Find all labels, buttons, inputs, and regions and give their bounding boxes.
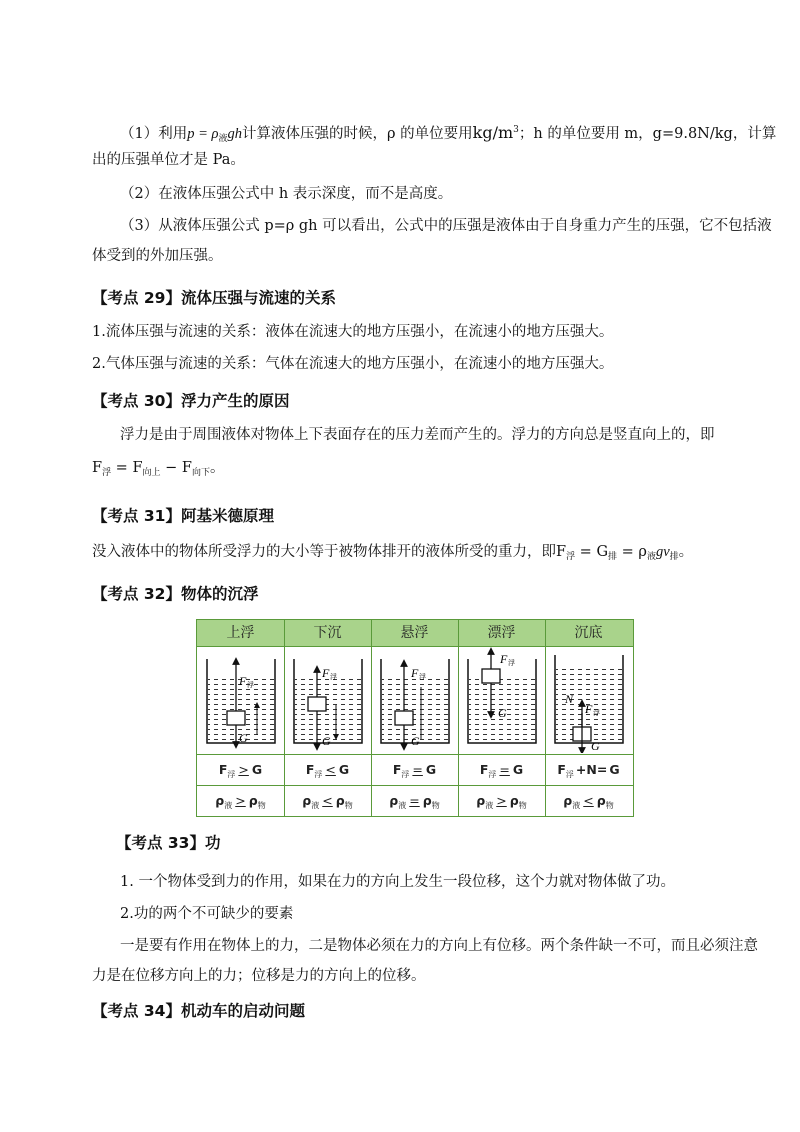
divider <box>197 754 633 755</box>
label-g: G <box>239 731 248 745</box>
density-cell-float: $\rho_液 > \rho_物$ <box>476 793 527 810</box>
header-float: 漂浮 <box>487 625 516 641</box>
formula-gh: gh <box>227 126 242 142</box>
label-g: G <box>591 739 600 753</box>
section-33-line-1: 1. 一个物体受到力的作用，如果在力的方向上发生一段位移，这个力就对物体做了功。 <box>120 874 675 890</box>
eq: = G <box>575 544 609 560</box>
label-g: G <box>498 706 507 720</box>
divider <box>458 620 459 816</box>
heading-33: 【考点 33】功 <box>116 834 221 852</box>
label-f: F <box>239 674 247 688</box>
minus: − F <box>160 460 192 476</box>
diagram-sink <box>294 659 362 748</box>
header-suspend: 悬浮 <box>400 625 429 641</box>
section-30-line-1: 浮力是由于周围液体对物体上下表面存在的压力差而产生的。浮力的方向总是竖直向上的，即 <box>120 427 715 443</box>
divider <box>545 620 546 816</box>
section-29-line-1: 1.流体压强与流速的关系：液体在流速大的地方压强小，在流速小的地方压强大。 <box>92 324 614 340</box>
label-f-sub: 浮 <box>330 673 337 681</box>
label-n: N <box>565 692 574 706</box>
label-f-sub: 浮 <box>247 681 254 689</box>
end: 。 <box>678 544 694 560</box>
diagram-float <box>468 651 536 743</box>
force-cell-rise: $F_浮 > G$ <box>218 762 263 779</box>
rho-sub: 液 <box>646 552 656 562</box>
diagram-bottom <box>555 655 623 753</box>
formula-sub: 液 <box>218 134 228 144</box>
formula-p: p = ρ <box>187 126 219 142</box>
section-30-line-2 <box>92 458 722 483</box>
diagrams <box>197 647 633 753</box>
header-rise: 上浮 <box>226 625 255 641</box>
label-g: G <box>322 734 331 748</box>
density-cell-sink: $\rho_液 < \rho_物$ <box>302 793 353 810</box>
text: ；h 的单位要用 m，g=9.8N/kg，计算 <box>518 126 777 142</box>
end: 。 <box>209 460 225 476</box>
text: （1）利用 <box>120 126 188 142</box>
f-sub: 浮 <box>566 552 576 562</box>
label-f: F <box>585 702 593 716</box>
eq: = ρ <box>617 544 647 560</box>
paragraph-3-line-1: （3）从液体压强公式 p=ρ gh 可以看出，公式中的压强是液体由于自身重力产生的压强，它不包括液 <box>120 218 772 234</box>
label-f: F <box>500 652 508 666</box>
diagram-rise <box>207 659 275 745</box>
eq: = F <box>111 460 143 476</box>
density-cell-suspend: $\rho_液 = \rho_物$ <box>389 793 440 810</box>
section-33-line-4: 力是在位移方向上的力；位移是力的方向上的位移。 <box>92 968 426 984</box>
label-f: F <box>322 666 330 680</box>
v-sub: 排 <box>669 552 679 562</box>
diagram-suspend <box>381 659 449 748</box>
paragraph-3-line-2: 体受到的外加压强。 <box>92 248 223 264</box>
paragraph-1-line-2: 出的压强单位才是 Pa。 <box>92 152 245 168</box>
heading-34: 【考点 34】机动车的启动问题 <box>92 1002 305 1020</box>
label-f-sub: 浮 <box>593 709 600 717</box>
paragraph-2: （2）在液体压强公式中 h 表示深度，而不是高度。 <box>120 186 453 202</box>
force-cell-sink: $F_浮 < G$ <box>305 762 350 779</box>
label-f-sub: 浮 <box>419 673 426 681</box>
section-31-line-1 <box>92 542 722 567</box>
divider <box>284 620 285 816</box>
heading-31: 【考点 31】阿基米德原理 <box>92 507 274 525</box>
section-29-line-2: 2.气体压强与流速的关系：气体在流速大的地方压强小，在流速小的地方压强大。 <box>92 356 614 372</box>
down-sub: 向下 <box>191 468 210 478</box>
header-sink: 下沉 <box>313 625 342 641</box>
gv: gv <box>655 544 670 560</box>
up-sub: 向上 <box>142 468 161 478</box>
sink-float-table <box>196 619 634 817</box>
divider <box>371 620 372 816</box>
table-header <box>197 620 633 646</box>
text: 没入液体中的物体所受浮力的大小等于被物体排开的液体所受的重力，即 <box>92 544 556 560</box>
section-33-line-3: 一是要有作用在物体上的力，二是物体必须在力的方向上有位移。两个条件缺一不可，而且必须注意 <box>120 938 758 954</box>
divider <box>197 646 633 647</box>
label-f: F <box>411 666 419 680</box>
g-sub: 排 <box>608 552 618 562</box>
label-g: G <box>411 734 420 748</box>
text: 计算液体压强的时候，ρ 的单位要用 <box>242 126 473 142</box>
f: F <box>92 460 103 476</box>
f: F <box>556 544 567 560</box>
unit: kg/m <box>472 123 514 142</box>
label-f-sub: 浮 <box>508 659 515 667</box>
header-bottom: 沉底 <box>574 625 603 641</box>
force-cell-bottom: $F_浮 +N= G$ <box>557 762 620 779</box>
force-cell-float: $F_浮 = G$ <box>479 762 524 779</box>
heading-29: 【考点 29】流体压强与流速的关系 <box>92 289 336 307</box>
heading-30: 【考点 30】浮力产生的原因 <box>92 392 290 410</box>
heading-32: 【考点 32】物体的沉浮 <box>92 585 259 603</box>
density-cell-rise: $\rho_液 > \rho_物$ <box>215 793 266 810</box>
f-sub: 浮 <box>102 468 112 478</box>
paragraph-1-line-1 <box>120 120 777 149</box>
density-cell-bottom: $\rho_液 < \rho_物$ <box>563 793 614 810</box>
section-33-line-2: 2.功的两个不可缺少的要素 <box>120 906 294 922</box>
force-cell-suspend: $F_浮 = G$ <box>392 762 437 779</box>
unit-sup: 3 <box>513 125 519 135</box>
divider <box>197 785 633 786</box>
